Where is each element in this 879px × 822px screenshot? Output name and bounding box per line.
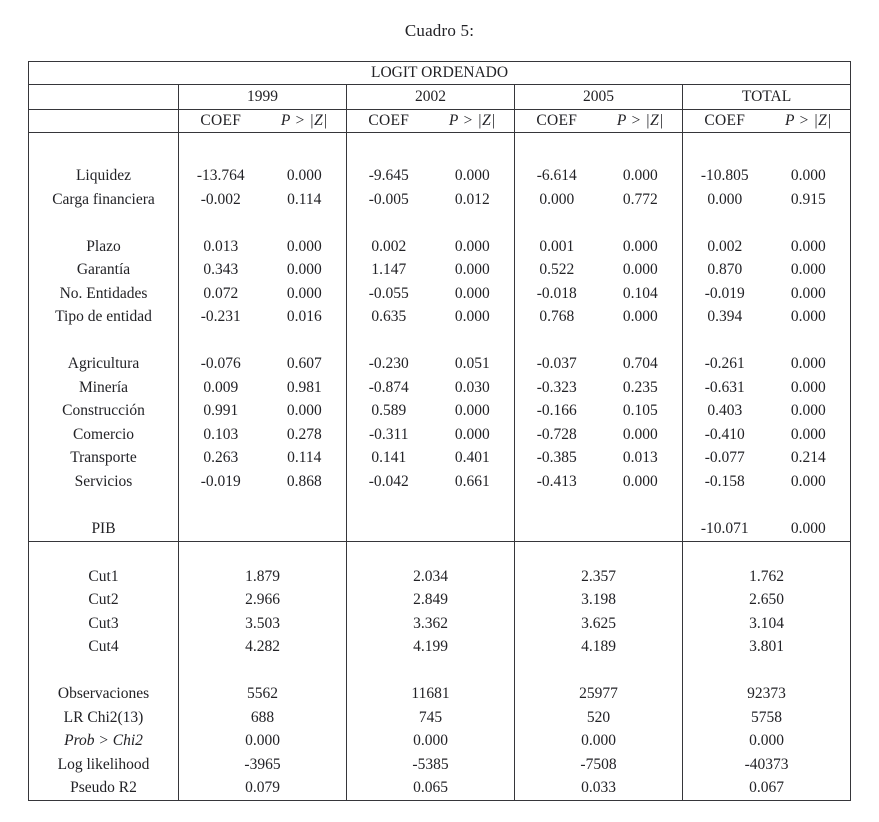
- stat-value: 25977: [515, 683, 683, 707]
- stat-value: 0.000: [683, 730, 851, 754]
- stat-value: 0.000: [179, 730, 347, 754]
- coef-value: -0.002: [179, 188, 263, 212]
- spacer-cell: [683, 494, 851, 518]
- row-label: Transporte: [70, 449, 137, 467]
- row-label: LR Chi2(13): [63, 708, 144, 726]
- coef-value: 0.403: [683, 400, 767, 424]
- stat-value: -40373: [683, 753, 851, 777]
- row-label: Cut1: [88, 567, 119, 585]
- p-value: 0.981: [286, 378, 322, 396]
- coef-value: -0.413: [515, 470, 599, 494]
- stat-value: 2.034: [347, 565, 515, 589]
- spacer-label: [29, 541, 179, 565]
- coef-value: -10.071: [683, 517, 767, 541]
- statistics-section: [29, 541, 851, 801]
- stat-value: 4.189: [515, 636, 683, 660]
- table-row: [29, 706, 851, 730]
- stat-value: -3965: [179, 753, 347, 777]
- table-row: [29, 636, 851, 660]
- coef-value: 0.768: [515, 306, 599, 330]
- p-value: 0.868: [286, 472, 322, 490]
- row-label: PIB: [29, 517, 179, 541]
- logit-ordenado-table: [28, 61, 851, 801]
- coef-value: -0.231: [179, 306, 263, 330]
- coef-value: 0.522: [515, 259, 599, 283]
- year-header-2005: 2005: [515, 85, 683, 110]
- p-value: 0.000: [767, 517, 851, 541]
- stat-value: 1.762: [683, 565, 851, 589]
- spacer-cell: [347, 494, 515, 518]
- p-value: [263, 517, 347, 541]
- pvalue-header: P > |Z|: [599, 110, 683, 133]
- coef-value: 0.103: [179, 423, 263, 447]
- p-value: 0.105: [622, 402, 658, 420]
- p-value: 0.012: [454, 190, 490, 208]
- p-value: 0.030: [454, 378, 490, 396]
- p-value: 0.278: [286, 425, 322, 443]
- stat-value: 745: [347, 706, 515, 730]
- coef-value: 0.002: [683, 235, 767, 259]
- row-label: Log likelihood: [57, 755, 150, 773]
- row-label: Servicios: [74, 472, 133, 490]
- p-value: 0.000: [454, 237, 490, 255]
- table-row: [29, 235, 851, 259]
- coef-value: 0.000: [683, 188, 767, 212]
- row-label: No. Entidades: [59, 284, 148, 302]
- coef-value: -13.764: [179, 165, 263, 189]
- coef-value: -0.874: [347, 376, 431, 400]
- coef-value: -0.631: [683, 376, 767, 400]
- p-value: 0.772: [622, 190, 658, 208]
- stat-value: 0.065: [347, 777, 515, 801]
- p-value: 0.214: [790, 449, 826, 467]
- table-row: [29, 612, 851, 636]
- spacer-cell: [179, 541, 347, 565]
- coef-value: [515, 517, 599, 541]
- coef-value: -0.055: [347, 282, 431, 306]
- p-value: 0.401: [454, 449, 490, 467]
- row-label: Plazo: [86, 237, 121, 255]
- spacer-cell: [347, 541, 515, 565]
- p-value: 0.104: [622, 284, 658, 302]
- table-row: [29, 565, 851, 589]
- p-value: 0.114: [287, 190, 322, 208]
- p-value: 0.000: [286, 261, 322, 279]
- row-label: Cut3: [88, 614, 119, 632]
- spacer-cell: [515, 133, 683, 165]
- spacer-cell: [683, 659, 851, 683]
- coef-value: 0.001: [515, 235, 599, 259]
- table-row: [29, 753, 851, 777]
- table-row: [29, 517, 851, 541]
- stat-value: 3.503: [179, 612, 347, 636]
- stat-value: 4.282: [179, 636, 347, 660]
- row-label: Cut4: [88, 638, 119, 656]
- table-caption: Cuadro 5:: [404, 21, 475, 40]
- coef-value: 0.343: [179, 259, 263, 283]
- stat-value: 3.801: [683, 636, 851, 660]
- p-value: 0.000: [790, 402, 826, 420]
- coef-value: 1.147: [347, 259, 431, 283]
- coef-value: [179, 517, 263, 541]
- coef-value: -0.019: [179, 470, 263, 494]
- p-value: 0.013: [622, 449, 658, 467]
- coef-value: -0.076: [179, 353, 263, 377]
- table-row: [29, 589, 851, 613]
- coef-value: -0.019: [683, 282, 767, 306]
- coef-value: -0.311: [347, 423, 431, 447]
- coef-value: 0.141: [347, 447, 431, 471]
- table-row: [29, 730, 851, 754]
- coef-header: COEF: [347, 110, 431, 133]
- pvalue-header: P > |Z|: [767, 110, 851, 133]
- p-value: 0.235: [622, 378, 658, 396]
- spacer-cell: [683, 541, 851, 565]
- stat-value: 1.879: [179, 565, 347, 589]
- spacer-cell: [515, 541, 683, 565]
- row-label: Comercio: [72, 425, 135, 443]
- p-value: 0.000: [790, 355, 826, 373]
- coef-header: COEF: [515, 110, 599, 133]
- stat-value: 2.966: [179, 589, 347, 613]
- coef-value: -6.614: [515, 165, 599, 189]
- pvalue-header: P > |Z|: [263, 110, 347, 133]
- table-row: [29, 400, 851, 424]
- coef-value: -0.042: [347, 470, 431, 494]
- p-value: 0.000: [454, 308, 490, 326]
- year-header-1999: 1999: [179, 85, 347, 110]
- row-label: Agricultura: [67, 355, 140, 373]
- year-header-2002: 2002: [347, 85, 515, 110]
- coef-value: 0.394: [683, 306, 767, 330]
- spacer-cell: [179, 212, 347, 236]
- coef-header: COEF: [683, 110, 767, 133]
- p-value: 0.000: [790, 425, 826, 443]
- spacer-cell: [179, 659, 347, 683]
- table-row: [29, 376, 851, 400]
- coef-value: -0.728: [515, 423, 599, 447]
- stat-value: 3.104: [683, 612, 851, 636]
- coef-value: [347, 517, 431, 541]
- spacer-cell: [683, 133, 851, 165]
- row-label: Pseudo R2: [70, 779, 137, 797]
- stat-value: 0.000: [347, 730, 515, 754]
- coef-value: 0.589: [347, 400, 431, 424]
- spacer-cell: [683, 212, 851, 236]
- spacer-cell: [515, 329, 683, 353]
- p-value: 0.000: [790, 472, 826, 490]
- p-value: 0.051: [454, 355, 490, 373]
- coef-value: -0.230: [347, 353, 431, 377]
- spacer-cell: [683, 329, 851, 353]
- spacer-row: [29, 329, 851, 353]
- row-label: Tipo de entidad: [55, 308, 152, 326]
- spacer-cell: [179, 329, 347, 353]
- p-value: 0.000: [790, 237, 826, 255]
- table-row: [29, 306, 851, 330]
- stat-value: 5758: [683, 706, 851, 730]
- row-label: Carga financiera: [52, 190, 155, 208]
- corner-cell: [29, 85, 179, 110]
- stat-value: 2.357: [515, 565, 683, 589]
- coef-value: -0.037: [515, 353, 599, 377]
- p-value: 0.000: [790, 167, 826, 185]
- coef-value: -0.410: [683, 423, 767, 447]
- stat-value: 688: [179, 706, 347, 730]
- p-value: [599, 517, 683, 541]
- p-value: 0.000: [790, 261, 826, 279]
- row-label: Observaciones: [57, 685, 150, 703]
- coef-value: 0.263: [179, 447, 263, 471]
- p-value: 0.000: [622, 237, 658, 255]
- stat-value: 92373: [683, 683, 851, 707]
- p-value: 0.704: [622, 355, 658, 373]
- p-value: 0.000: [454, 167, 490, 185]
- coef-value: 0.002: [347, 235, 431, 259]
- row-label: Prob > Chi2: [64, 732, 143, 750]
- spacer-label: [29, 494, 179, 518]
- p-value: 0.000: [790, 284, 826, 302]
- corner-cell: [29, 110, 179, 133]
- table-row: [29, 188, 851, 212]
- year-header-row: [29, 85, 851, 110]
- spacer-cell: [515, 212, 683, 236]
- p-value: 0.000: [454, 425, 490, 443]
- p-value: 0.915: [790, 190, 826, 208]
- stat-value: 4.199: [347, 636, 515, 660]
- spacer-row: [29, 494, 851, 518]
- coef-value: -0.018: [515, 282, 599, 306]
- coef-value: -0.005: [347, 188, 431, 212]
- p-value: 0.000: [622, 472, 658, 490]
- coef-value: 0.013: [179, 235, 263, 259]
- p-value: 0.000: [622, 167, 658, 185]
- spacer-cell: [179, 133, 347, 165]
- table-title-row: [29, 62, 851, 85]
- coef-value: 0.009: [179, 376, 263, 400]
- stat-value: 3.625: [515, 612, 683, 636]
- p-value: 0.000: [790, 308, 826, 326]
- stat-value: 0.079: [179, 777, 347, 801]
- table-row: [29, 683, 851, 707]
- p-value: 0.000: [286, 167, 322, 185]
- spacer-cell: [179, 494, 347, 518]
- stat-value: 520: [515, 706, 683, 730]
- coef-value: 0.870: [683, 259, 767, 283]
- row-label: Garantía: [76, 261, 131, 279]
- spacer-row: [29, 212, 851, 236]
- coef-value: 0.000: [515, 188, 599, 212]
- p-value: 0.000: [622, 261, 658, 279]
- table-title: LOGIT ORDENADO: [29, 62, 851, 85]
- spacer-label: [29, 212, 179, 236]
- p-value: 0.000: [454, 284, 490, 302]
- spacer-cell: [347, 329, 515, 353]
- p-value: 0.000: [790, 378, 826, 396]
- stat-value: 5562: [179, 683, 347, 707]
- spacer-row: [29, 659, 851, 683]
- coef-value: 0.991: [179, 400, 263, 424]
- coef-value: -0.077: [683, 447, 767, 471]
- spacer-label: [29, 133, 179, 165]
- coef-value: 0.635: [347, 306, 431, 330]
- coef-value: -0.323: [515, 376, 599, 400]
- stat-value: 3.362: [347, 612, 515, 636]
- table-row: [29, 777, 851, 801]
- table-row: [29, 447, 851, 471]
- spacer-label: [29, 659, 179, 683]
- coef-value: -9.645: [347, 165, 431, 189]
- coef-value: -0.385: [515, 447, 599, 471]
- table-row: [29, 423, 851, 447]
- spacer-cell: [515, 494, 683, 518]
- stat-value: 3.198: [515, 589, 683, 613]
- coef-value: -0.261: [683, 353, 767, 377]
- stat-value: 0.033: [515, 777, 683, 801]
- stat-value: 2.650: [683, 589, 851, 613]
- year-header-total: TOTAL: [683, 85, 851, 110]
- table-row: [29, 353, 851, 377]
- spacer-row: [29, 133, 851, 165]
- stat-value: 0.000: [515, 730, 683, 754]
- spacer-cell: [515, 659, 683, 683]
- pvalue-header: P > |Z|: [431, 110, 515, 133]
- p-value: 0.000: [454, 402, 490, 420]
- coef-value: -0.158: [683, 470, 767, 494]
- stat-value: -5385: [347, 753, 515, 777]
- p-value: 0.607: [286, 355, 322, 373]
- spacer-cell: [347, 659, 515, 683]
- coefficients-section: [29, 133, 851, 542]
- table-row: [29, 165, 851, 189]
- p-value: 0.016: [286, 308, 322, 326]
- spacer-cell: [347, 133, 515, 165]
- p-value: 0.000: [286, 284, 322, 302]
- stat-value: 0.067: [683, 777, 851, 801]
- coef-value: -0.166: [515, 400, 599, 424]
- p-value: 0.000: [622, 425, 658, 443]
- coef-value: -10.805: [683, 165, 767, 189]
- subheader-row: [29, 110, 851, 133]
- row-label: Construcción: [62, 402, 145, 420]
- p-value: 0.000: [454, 261, 490, 279]
- table-row: [29, 470, 851, 494]
- row-label: Cut2: [88, 591, 119, 609]
- table-row: [29, 259, 851, 283]
- p-value: 0.000: [286, 402, 322, 420]
- p-value: 0.000: [622, 308, 658, 326]
- stat-value: -7508: [515, 753, 683, 777]
- p-value: 0.114: [287, 449, 322, 467]
- coef-header: COEF: [179, 110, 263, 133]
- stat-value: 11681: [347, 683, 515, 707]
- p-value: 0.661: [454, 472, 490, 490]
- coef-value: 0.072: [179, 282, 263, 306]
- spacer-label: [29, 329, 179, 353]
- p-value: [431, 517, 515, 541]
- row-label: Liquidez: [75, 167, 132, 185]
- spacer-cell: [347, 212, 515, 236]
- stat-value: 2.849: [347, 589, 515, 613]
- row-label: Minería: [78, 378, 129, 396]
- table-row: [29, 282, 851, 306]
- spacer-row: [29, 541, 851, 565]
- p-value: 0.000: [286, 237, 322, 255]
